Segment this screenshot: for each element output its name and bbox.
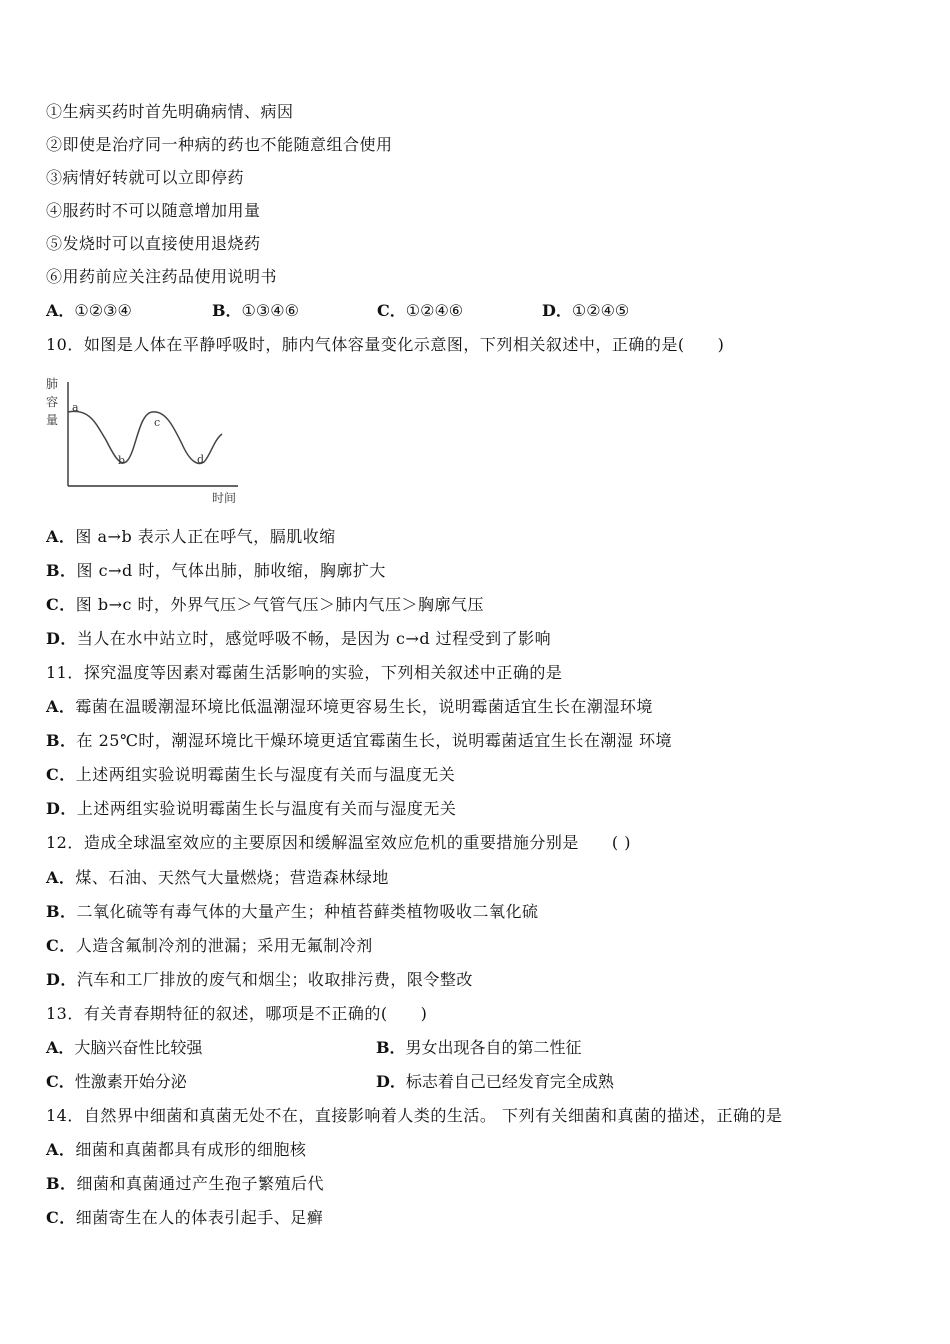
y-axis-label-1: 肺 [46,377,59,391]
option-label: A． [46,1140,76,1159]
q11-option-a[interactable] [46,697,653,717]
option-text: 男女出现各自的第二性征 [405,1038,582,1057]
q14-stem: 14．自然界中细菌和真菌无处不在，直接影响着人类的生活。 下列有关细菌和真菌的描述，正确的是 [46,1106,783,1125]
option-text: 细菌和真菌都具有成形的细胞核 [75,1140,307,1159]
option-text: ①③④⑥ [241,301,299,320]
option-text: 大脑兴奋性比较强 [74,1038,203,1057]
option-text: ①②④⑤ [571,301,630,320]
option-label: B． [212,301,242,320]
option-text: 标志着自己已经发育完全成熟 [405,1072,614,1091]
option-label: B． [46,902,77,921]
q9-statement-6: ⑥用药前应关注药品使用说明书 [46,267,278,286]
q13-option-a[interactable] [46,1038,202,1058]
option-text: 细菌寄生在人的体表引起手、足癣 [75,1208,324,1227]
point-label-d: d [197,453,205,466]
q9-option-b[interactable] [212,301,299,321]
q12-stem: 12．造成全球温室效应的主要原因和缓解温室效应危机的重要措施分别是 ( ) [46,833,631,852]
q13-option-d[interactable] [376,1072,614,1092]
q9-option-d[interactable] [542,301,629,321]
option-text: 霉菌在温暖潮湿环境比低温潮湿环境更容易生长，说明霉菌适宜生长在潮湿环境 [75,697,653,716]
q11-stem: 11．探究温度等因素对霉菌生活影响的实验，下列相关叙述中正确的是 [46,663,563,682]
q12-option-b[interactable] [46,902,539,922]
q12-option-a[interactable] [46,868,389,888]
option-text: 图 b→c 时，外界气压＞气管气压＞肺内气压＞胸廓气压 [75,595,485,614]
option-text: 人造含氟制冷剂的泄漏；采用无氟制冷剂 [75,936,373,955]
q12-option-c[interactable] [46,936,373,956]
option-text: 当人在水中站立时，感觉呼吸不畅，是因为 c→d 过程受到了影响 [76,629,552,648]
option-text: 汽车和工厂排放的废气和烟尘；收取排污费，限令整改 [76,970,473,989]
y-axis-label-3: 量 [46,413,59,427]
option-label: A． [46,1038,75,1057]
q10-option-d[interactable] [46,629,551,649]
q10-stem: 10．如图是人体在平静呼吸时，肺内气体容量变化示意图，下列相关叙述中，正确的是( ) [46,335,725,354]
option-text: 上述两组实验说明霉菌生长与温度有关而与湿度无关 [76,799,457,818]
option-label: C． [377,301,406,320]
option-text: 细菌和真菌通过产生孢子繁殖后代 [76,1174,325,1193]
option-text: ①②④⑥ [405,301,464,320]
option-label: D． [376,1072,406,1091]
q12-option-d[interactable] [46,970,473,990]
option-label: C． [46,595,76,614]
point-label-b: b [118,454,126,467]
q9-statement-2: ②即使是治疗同一种病的药也不能随意组合使用 [46,135,393,154]
q9-option-c[interactable] [377,301,463,321]
option-label: B． [46,731,77,750]
x-axis-label: 时间 [212,491,237,505]
q9-statement-4: ④服药时不可以随意增加用量 [46,201,261,220]
q9-statement-1: ①生病买药时首先明确病情、病因 [46,102,294,121]
q10-option-c[interactable] [46,595,484,615]
option-text: 二氧化硫等有毒气体的大量产生；种植苔藓类植物吸收二氧化硫 [76,902,539,921]
q13-option-b[interactable] [376,1038,582,1058]
option-text: 图 c→d 时，气体出肺，肺收缩，胸廓扩大 [76,561,386,580]
point-label-c: c [154,416,161,429]
option-label: A． [46,868,76,887]
option-label: D． [46,629,77,648]
q10-option-b[interactable] [46,561,386,581]
q9-option-a[interactable] [46,301,132,321]
y-axis-label-2: 容 [46,395,59,409]
q13-option-c[interactable] [46,1072,187,1092]
q10-option-a[interactable] [46,527,336,547]
option-label: A． [46,301,75,320]
q14-option-a[interactable] [46,1140,306,1160]
q11-option-b[interactable] [46,731,672,751]
q9-statement-5: ⑤发烧时可以直接使用退烧药 [46,234,261,253]
q11-option-c[interactable] [46,765,455,785]
option-label: B． [46,1174,77,1193]
option-label: C． [46,1072,75,1091]
lung-volume-figure [40,372,250,512]
option-label: C． [46,765,76,784]
option-label: D． [46,799,77,818]
q14-option-c[interactable] [46,1208,323,1228]
option-text: ①②③④ [74,301,132,320]
option-label: B． [46,561,77,580]
option-text: 在 25℃时，潮湿环境比干燥环境更适宜霉菌生长，说明霉菌适宜生长在潮湿 环境 [76,731,672,750]
option-label: A． [46,527,76,546]
option-label: C． [46,936,76,955]
q9-statement-3: ③病情好转就可以立即停药 [46,168,245,187]
option-label: A． [46,697,76,716]
option-text: 性激素开始分泌 [74,1072,187,1091]
q11-option-d[interactable] [46,799,456,819]
point-label-a: a [72,401,79,414]
option-text: 图 a→b 表示人正在呼气，膈肌收缩 [75,527,336,546]
q14-option-b[interactable] [46,1174,324,1194]
option-label: B． [376,1038,406,1057]
option-text: 煤、石油、天然气大量燃烧；营造森林绿地 [75,868,389,887]
option-label: C． [46,1208,76,1227]
option-label: D． [46,970,77,989]
q13-stem: 13．有关青春期特征的叙述，哪项是不正确的( ) [46,1004,428,1023]
option-text: 上述两组实验说明霉菌生长与湿度有关而与温度无关 [75,765,456,784]
option-label: D． [542,301,572,320]
